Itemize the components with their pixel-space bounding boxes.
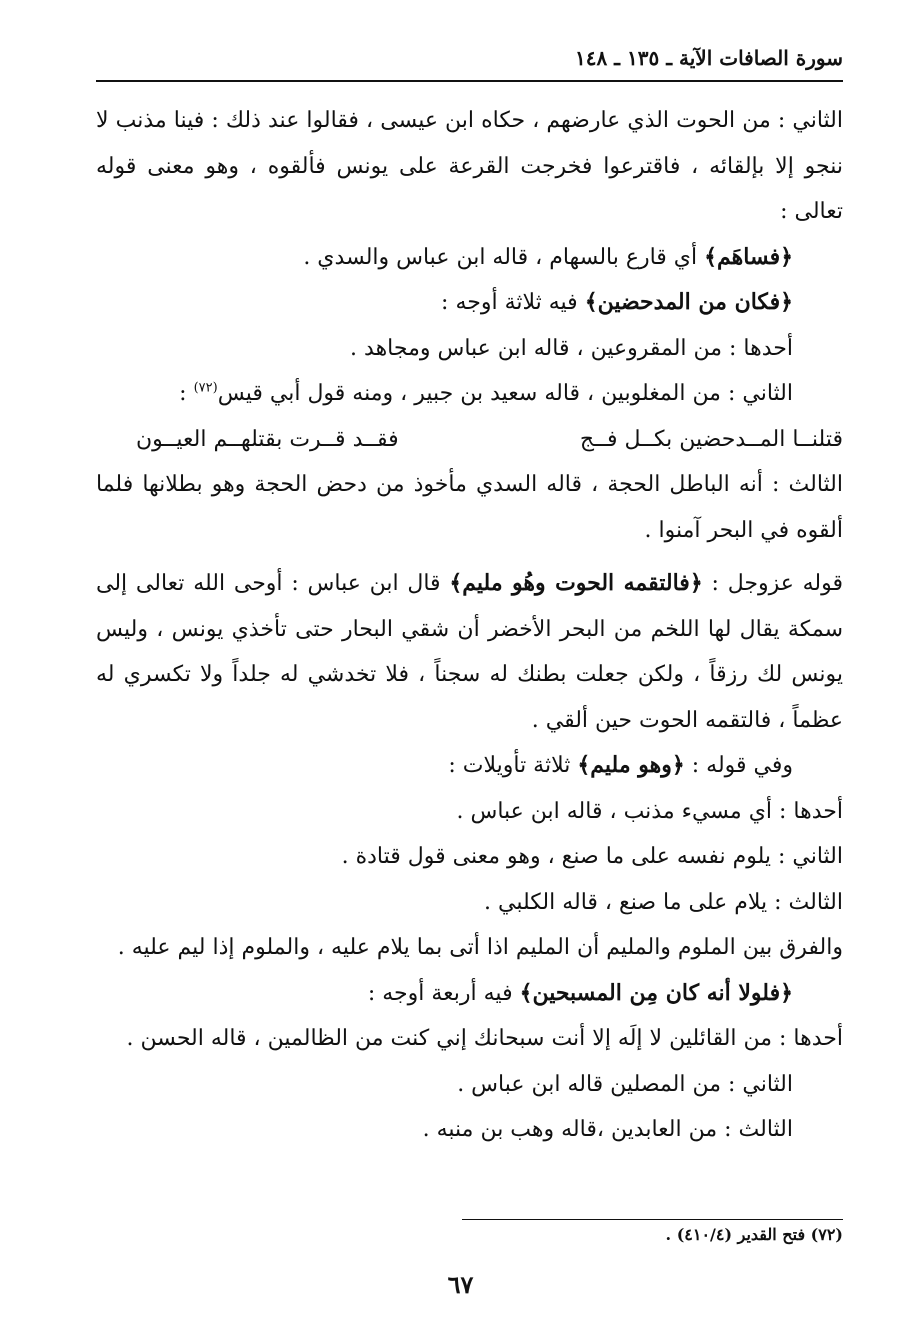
- page-number: ٦٧: [447, 1270, 474, 1299]
- paragraph-mulim: [96, 743, 843, 789]
- paragraph-second-aspect: [96, 371, 843, 417]
- footnote-reference: (٧٢): [193, 380, 218, 396]
- paragraph-text: أي قارع بالسهام ، قاله ابن عباس والسدي .: [303, 244, 705, 270]
- paragraph-text: فيه ثلاثة أوجه :: [441, 290, 585, 315]
- quran-quote: ﴿فساهَم﴾: [704, 243, 793, 270]
- paragraph-difference: والفرق بين الملوم والمليم أن المليم اذا أتى بما يلام عليه ، والملوم إذا ليم عليه .: [117, 935, 843, 960]
- quran-quote: ﴿فلولا أنه كان مِن المسبحين﴾: [519, 979, 793, 1006]
- main-text: [96, 98, 843, 1153]
- paragraph-text: الثاني : من المغلوبين ، قاله سعيد بن جبير ، ومنه قول أبي قيس: [217, 381, 793, 406]
- quran-quote: ﴿فالتقمه الحوت وهُو مليم﴾: [449, 570, 703, 596]
- paragraph-lead: قوله عزوجل :: [702, 571, 843, 596]
- verse-second-hemistich: فقــد قــرت بقتلهــم العيــون: [136, 426, 399, 452]
- footnote-rule: [462, 1219, 843, 1220]
- running-header: سورة الصافات الآية ـ ١٣٥ ـ ١٤٨: [574, 46, 843, 70]
- paragraph-whale: [96, 561, 843, 743]
- paragraph-aspect-3: الثالث : من العابدين ،قاله وهب بن منبه .: [422, 1117, 793, 1142]
- paragraph-aspect-1: أحدها : من القائلين لا إلَه إلا أنت سبحانك إني كنت من الظالمين ، قاله الحسن .: [126, 1026, 843, 1051]
- paragraph-interpretation-3: الثالث : يلام على ما صنع ، قاله الكلبي .: [484, 889, 843, 915]
- paragraph-mudhadin: [96, 280, 843, 326]
- paragraph-interpretation-2: الثاني : يلوم نفسه على ما صنع ، وهو معنى قول قتادة .: [341, 844, 843, 869]
- paragraph-second-opinion: الثاني : من الحوت الذي عارضهم ، حكاه ابن عيسى ، فقالوا عند ذلك : فينا مذنب لا ننجو إلا بإلقائه ، فاقترعوا فخرجت القرعة على يونس فألقوه ، وهو معنى قوله تعالى :: [96, 108, 843, 224]
- paragraph-text: :: [179, 381, 194, 406]
- paragraph-aspect-2: الثاني : من المصلين قاله ابن عباس .: [457, 1071, 793, 1097]
- paragraph-first-aspect: أحدها : من المقروعين ، قاله ابن عباس ومجاهد .: [350, 335, 793, 361]
- quran-quote: ﴿وهو مليم﴾: [577, 752, 685, 778]
- verse-first-hemistich: قتلنــا المــدحضين بكــل فــج: [579, 426, 843, 452]
- quran-quote: ﴿فكان من المدحضين﴾: [584, 289, 793, 315]
- footnote: (٧٢) فتح القدير (٤١٠/٤) .: [665, 1225, 843, 1244]
- paragraph-third-aspect: الثالث : أنه الباطل الحجة ، قاله السدي مأخوذ من دحض الحجة وهو بطلانها فلما ألقوه في البحر آمنوا .: [96, 472, 843, 543]
- header-rule: [96, 80, 843, 82]
- paragraph-spacer: [96, 553, 843, 561]
- poetry-verse: [96, 417, 843, 463]
- paragraph-interpretation-1: أحدها : أي مسيء مذنب ، قاله ابن عباس .: [456, 798, 843, 824]
- paragraph-lead: وفي قوله :: [684, 753, 793, 778]
- paragraph-text: قال ابن عباس : أوحى الله تعالى إلى سمكة يقال لها اللخم من البحر الأخضر أن شقي البحار حتى تأخذي يونس ، وليس يونس لك رزقاً ، ولكن جعلت بطنك له سجناً ، فلا تخدشي له جلداً ولا تكسري له عظماً ، فالتقمه الحوت حين ألقي .: [96, 571, 843, 733]
- paragraph-musabbihin: [96, 971, 843, 1017]
- paragraph-text: فيه أربعة أوجه :: [367, 980, 520, 1006]
- paragraph-text: ثلاثة تأويلات :: [448, 753, 578, 778]
- paragraph-fasahama: [96, 235, 843, 281]
